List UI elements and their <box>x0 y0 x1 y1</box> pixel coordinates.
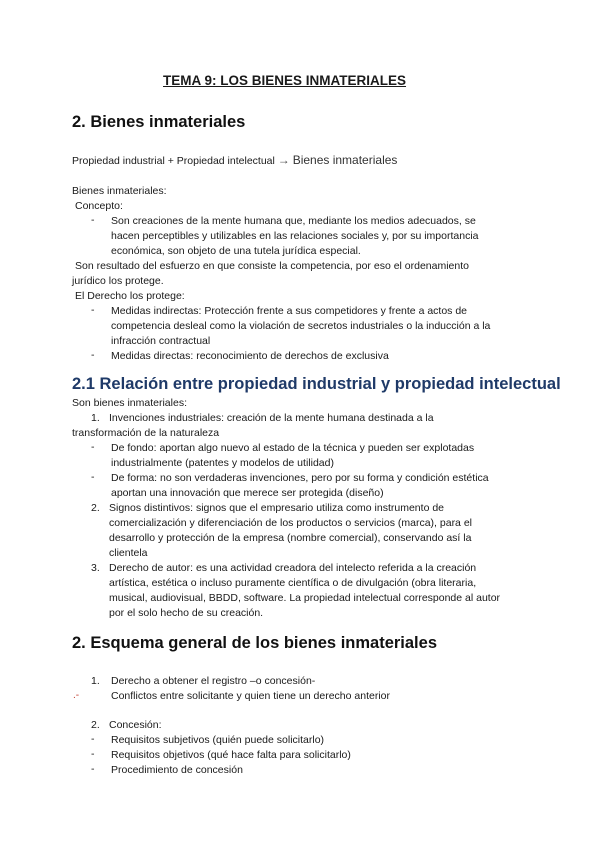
signos-line-2: comercialización y diferenciación de los productos o servicios (marca), para el <box>109 517 472 529</box>
section-heading-relacion: 2.1 Relación entre propiedad industrial y propiedad intelectual <box>72 375 561 393</box>
esquema-item2-number: 2. <box>91 719 100 731</box>
autor-line-1: Derecho de autor: es una actividad creadora del intelecto referida a la creación <box>109 562 477 574</box>
bullet-dash: - <box>91 748 95 760</box>
invenciones-line-2: transformación de la naturaleza <box>72 427 220 439</box>
forma-line-1: De forma: no son verdaderas invenciones, pero por su forma y condición estética <box>111 472 489 484</box>
requisitos-objetivos: Requisitos objetivos (qué hace falta para solicitarlo) <box>111 749 351 761</box>
procedimiento-concesion: Procedimiento de concesión <box>111 764 243 776</box>
indirectas-line-3: infracción contractual <box>111 335 211 347</box>
formula-left: Propiedad industrial + Propiedad intelectual <box>72 155 275 167</box>
bullet-dash: - <box>91 349 95 361</box>
indirectas-line-1: Medidas indirectas: Protección frente a sus competidores y frente a actos de <box>111 305 468 317</box>
medidas-directas: Medidas directas: reconocimiento de derechos de exclusiva <box>111 350 389 362</box>
signos-line-4: clientela <box>109 547 148 559</box>
label-bienes: Bienes inmateriales: <box>72 185 167 197</box>
bullet-dash: - <box>91 441 95 453</box>
derecho-registro: Derecho a obtener el registro –o concesión- <box>111 675 316 687</box>
concepto-line-2: hacen perceptibles y utilizables en las relaciones sociales y, por su importancia <box>111 230 479 242</box>
fondo-line-1: De fondo: aportan algo nuevo al estado de la técnica y pueden ser explotadas <box>111 442 475 454</box>
document-title: TEMA 9: LOS BIENES INMATERIALES <box>163 73 407 88</box>
requisitos-subjetivos: Requisitos subjetivos (quién puede solicitarlo) <box>111 734 325 746</box>
conflictos: Conflictos entre solicitante y quien tiene un derecho anterior <box>111 690 390 702</box>
invenciones-line-1: Invenciones industriales: creación de la mente humana destinada a la <box>109 412 434 424</box>
autor-line-2: artística, estética o incluso puramente científica o de divulgación (obra literaria, <box>109 577 477 589</box>
resultado-line-1: Son resultado del esfuerzo en que consiste la competencia, por eso el ordenamiento <box>75 260 469 272</box>
signos-line-3: desarrollo y protección de la empresa (nombre comercial), conservando así la <box>109 532 472 544</box>
concepto-line-1: Son creaciones de la mente humana que, mediante los medios adecuados, se <box>111 215 476 227</box>
concesion-label: Concesión: <box>109 719 162 731</box>
autor-line-3: musical, audiovisual, BBDD, software. La propiedad intelectual corresponde al autor <box>109 592 501 604</box>
section-heading-esquema: 2. Esquema general de los bienes inmateriales <box>72 634 437 652</box>
item2-number: 2. <box>91 502 100 514</box>
formula-right: Bienes inmateriales <box>292 153 398 167</box>
item3-number: 3. <box>91 562 100 574</box>
bullet-dash: - <box>91 763 95 775</box>
section2-intro: Son bienes inmateriales: <box>72 397 187 409</box>
label-derecho: El Derecho los protege: <box>75 290 185 302</box>
fondo-line-2: industrialmente (patentes y modelos de utilidad) <box>111 457 334 469</box>
esquema-item1-number: 1. <box>91 675 100 687</box>
autor-line-4: por el solo hecho de su creación. <box>109 607 264 619</box>
concepto-line-3: económica, son objeto de una tutela jurídica especial. <box>111 245 361 257</box>
forma-line-2: aportan una innovación que merece ser protegida (diseño) <box>111 487 384 499</box>
item1-number: 1. <box>91 412 100 424</box>
bullet-dash: - <box>91 471 95 483</box>
section-heading-bienes: 2. Bienes inmateriales <box>72 113 246 131</box>
bullet-dash: - <box>91 304 95 316</box>
resultado-line-2: jurídico los protege. <box>72 275 164 287</box>
signos-line-1: Signos distintivos: signos que el empresario utiliza como instrumento de <box>109 502 445 514</box>
label-concepto: Concepto: <box>75 200 123 212</box>
bullet-dash: - <box>91 214 95 226</box>
bullet-dash: - <box>91 733 95 745</box>
list-marker: .- <box>73 690 80 701</box>
arrow-icon: → <box>277 153 290 167</box>
indirectas-line-2: competencia desleal como la violación de secretos industriales o la inducción a la <box>111 320 491 332</box>
formula-line <box>72 153 397 169</box>
